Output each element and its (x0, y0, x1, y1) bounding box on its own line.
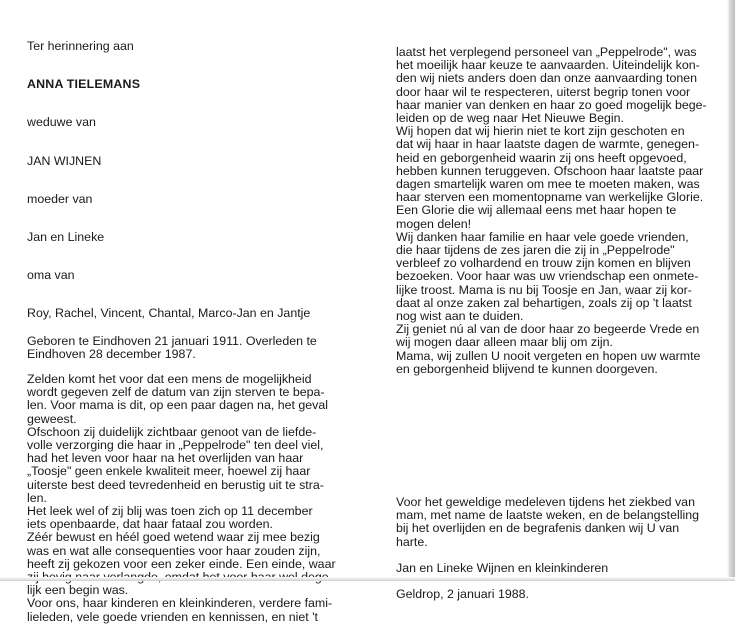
text-line: dagen smartelijk waren om mee te moeten maken, was (396, 177, 700, 192)
text-line: door haar wil te respecteren, uiterst begrip tonen voor (396, 84, 691, 99)
text-line: leiden op de weg naar Het Nieuwe Begin. (396, 111, 624, 126)
husband-name: JAN WIJNEN (27, 153, 102, 168)
text-line: nog wist aan te duiden. (396, 309, 524, 324)
mother-label: moeder van (27, 191, 93, 206)
text-line: Wij hopen dat wij hierin niet te kort zijn geschoten en (396, 124, 685, 139)
text-line: dat wij haar in haar laatste dagen de warmte, genegen- (396, 137, 700, 152)
widow-label: weduwe van (27, 115, 96, 130)
text-line: heeft zij gekozen voor een zeker einde. Een einde, waar (27, 556, 336, 571)
grandma-label: oma van (27, 268, 75, 283)
grandchildren-names: Roy, Rachel, Vincent, Chantal, Marco-Jan en Jantje (27, 306, 311, 321)
thanks-line: Voor het geweldige medeleven tijdens het ziekbed van (396, 495, 695, 510)
text-line: en geborgenheid blijvend te kunnen doorgeven. (396, 361, 658, 376)
text-line: Voor ons, haar kinderen en kleinkinderen, verdere fami- (27, 596, 333, 611)
text-line: wij mogen daar alleen maar blij om zijn. (396, 335, 613, 350)
text-line: Een Glorie die wij allemaal eens met haar hopen te (396, 203, 677, 218)
text-line: hebben kunnen teruggeven. Ofschoon haar laatste paar (396, 163, 704, 178)
text-line: verbleef zo volhardend en trouw zijn komen en blijven (396, 256, 691, 271)
text-line: mogen delen! (396, 216, 472, 231)
thanks-line: bij het overlijden en de begrafenis danken wij U van (396, 521, 680, 536)
opening-line: Ter herinnering aan (27, 39, 134, 53)
thanks-line: harte. (396, 534, 428, 549)
text-line: heid en geborgenheid waarin zij ons heeft opgevoed, (396, 150, 687, 165)
text-line: lijk een begin was. (27, 583, 129, 598)
born-died-line: Eindhoven 28 december 1987. (27, 346, 196, 361)
text-line: haar manier van denken en haar zo goed mogelijk bege- (396, 97, 707, 112)
text-line: laatst het verplegend personeel van „Peppelrode", was (396, 45, 697, 59)
text-line: Het leek wel of zij blij was toen zich op 11 december (27, 504, 313, 519)
text-line: daat al onze zaken zal behartigen, zoals zij op 't laatst (396, 295, 692, 310)
text-line: lieleden, vele goede vrienden en kennissen, en niet 't (27, 609, 318, 624)
text-line: bezoeken. Voor haar was uw vriendschap een onmete- (396, 269, 699, 284)
text-line: Zelden komt het voor dat een mens de mogelijkheid (27, 372, 312, 387)
text-line: iets openbaarde, dat haar fataal zou worden. (27, 517, 273, 532)
text-line: len. Voor mama is dit, op een paar dagen na, het geval (27, 398, 329, 413)
text-line: Zij geniet nú al van de door haar zo begeerde Vrede en (396, 322, 700, 337)
text-line: lijke troost. Mama is nu bij Toosje en Jan, waar zij kor- (396, 282, 692, 297)
text-line: den wij niets anders doen dan onze aanvaarding tonen (396, 71, 698, 86)
text-line: wordt gegeven zelf de datum van zijn sterven te bepa- (27, 385, 325, 400)
text-line: haar sterven een momentopname van werkelijke Glorie. (396, 190, 704, 205)
thanks-line: mam, met name de laatste weken, en de belangstelling (396, 508, 700, 523)
text-line: die haar tijdens de zes jaren die zij in „Peppelrode" (396, 243, 675, 258)
born-died-line: Geboren te Eindhoven 21 januari 1911. Overleden te (27, 333, 317, 348)
text-line: Ofschoon zij duidelijk zichtbaar genoot van de liefde- (27, 424, 317, 439)
text-line: Zéér bewust en héél goed wetend waar zij mee bezig (27, 530, 320, 545)
text-line: Wij danken haar familie en haar vele goede vrienden, (396, 229, 689, 244)
card-edge-shadow (727, 0, 735, 581)
text-line: had het leven voor haar na het overlijden van haar (27, 451, 304, 466)
deceased-name: ANNA TIELEMANS (27, 77, 141, 92)
text-line: volle verzorging die haar in „Peppelrode" ten deel viel, (27, 438, 324, 453)
text-line: geweest. (27, 411, 77, 426)
left-column (27, 40, 342, 624)
text-line: „Toosje" geen enkele kwaliteit meer, hoewel zij haar (27, 464, 311, 479)
signature: Jan en Lineke Wijnen en kleinkinderen (396, 560, 609, 575)
text-line: len. (27, 490, 47, 505)
text-line: was en wat alle consequenties voor haar zouden zijn, (27, 543, 321, 558)
place-date: Geldrop, 2 januari 1988. (396, 587, 529, 602)
text-line: het moeilijk haar keuze te aanvaarden. Uiteindelijk kon- (396, 58, 700, 73)
right-column (396, 46, 711, 601)
children-names: Jan en Lineke (27, 230, 105, 245)
text-line: uiterste best deed tevredenheid en berustig uit te stra- (27, 477, 324, 492)
card-bottom-shadow (0, 577, 735, 581)
text-line: Mama, wij zullen U nooit vergeten en hopen uw warmte (396, 348, 701, 363)
